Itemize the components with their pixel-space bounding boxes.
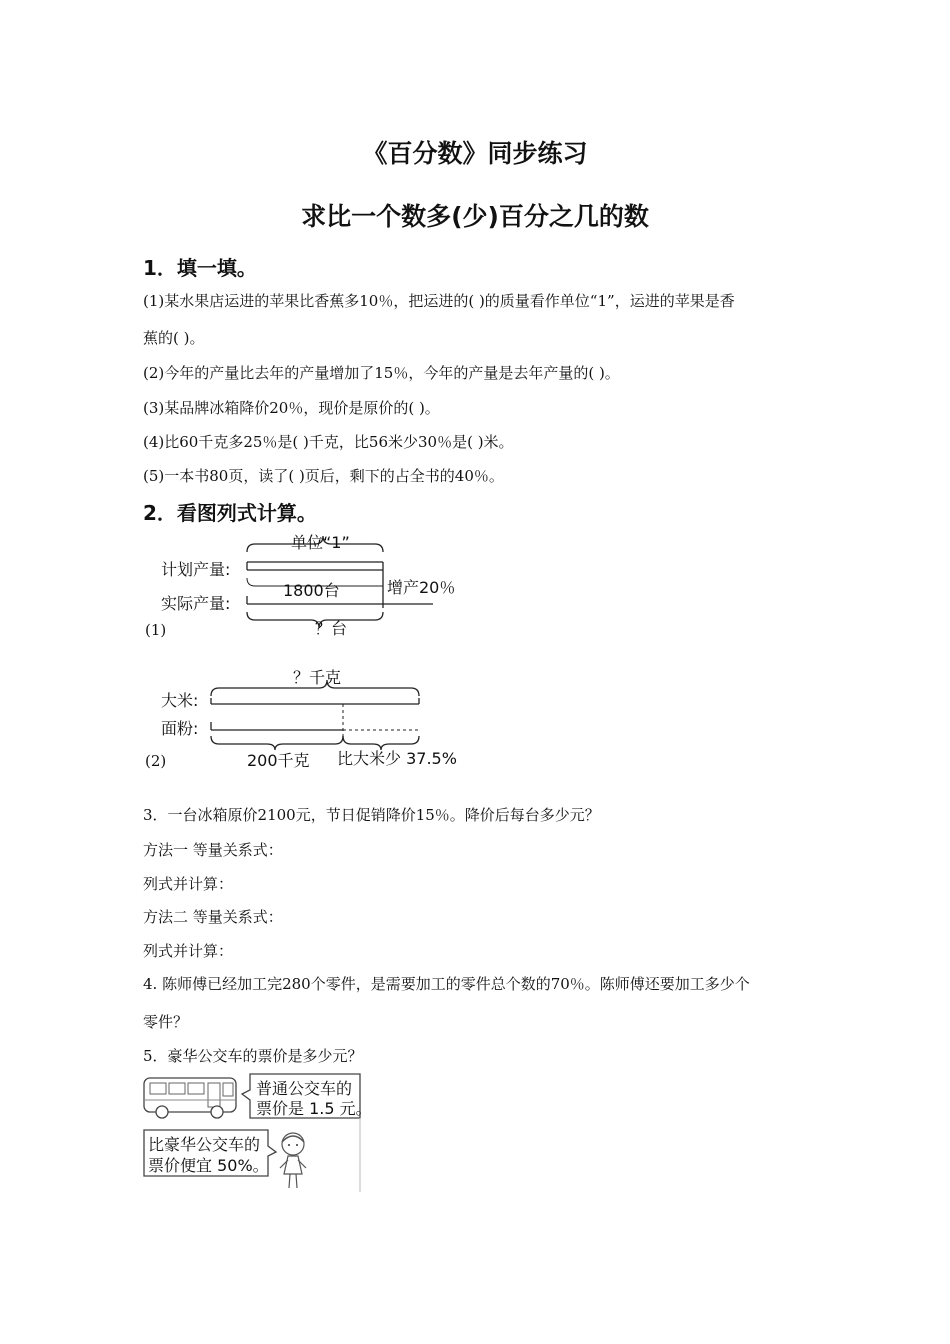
- q2-heading: 2．看图列式计算。: [143, 501, 317, 525]
- q1-item-1: (1)某水果店运进的苹果比香蕉多10％，把运进的( )的质量看作单位“1”，运进的苹果是香: [143, 292, 735, 310]
- q1-item-3: (3)某品牌冰箱降价20％，现价是原价的( )。: [143, 399, 440, 417]
- q1-item-5: (5)一本书80页，读了( )页后，剩下的占全书的40％。: [143, 467, 504, 485]
- bubble2-line1: 比豪华公交车的: [148, 1135, 261, 1154]
- q3-method2-calc: 列式并计算：: [143, 942, 234, 960]
- d1-mid-label: 1800台: [283, 581, 340, 600]
- q1-item-4: (4)比60千克多25％是( )千克，比56米少30％是( )米。: [143, 433, 514, 451]
- d1-bottom-label: ？台: [315, 619, 348, 638]
- q4-text-2: 零件？: [143, 1013, 189, 1031]
- bubble1-line1: 普通公交车的: [256, 1079, 353, 1098]
- d1-number: (1): [145, 621, 167, 639]
- bubble1-line2: 票价是 1.5 元。: [256, 1099, 372, 1118]
- d1-row1-label: 计划产量:: [161, 560, 231, 579]
- q4-text-1: 4. 陈师傅已经加工完280个零件，是需要加工的零件总个数的70％。陈师傅还要加工多少个: [143, 975, 750, 993]
- d1-row2-label: 实际产量:: [161, 594, 231, 613]
- d2-top-label: ？千克: [293, 668, 342, 687]
- d1-top-label: 单位“1”: [291, 533, 350, 552]
- d2-number: (2): [145, 752, 167, 770]
- d2-left-label: 200千克: [247, 751, 310, 770]
- d1-inc-label: 增产20％: [387, 578, 456, 597]
- d2-row1-label: 大米:: [161, 691, 199, 710]
- q1-heading: 1．填一填。: [143, 256, 257, 280]
- d2-right-label: 比大米少 37.5%: [337, 749, 457, 768]
- q1-item-2: (2)今年的产量比去年的产量增加了15％，今年的产量是去年产量的( )。: [143, 364, 620, 382]
- q1-item-1-cont: 蕉的( )。: [143, 329, 205, 347]
- q3-text: 3．一台冰箱原价2100元，节日促销降价15％。降价后每台多少元？: [143, 806, 600, 824]
- d2-row2-label: 面粉:: [161, 719, 199, 738]
- page-subtitle: 求比一个数多(少)百分之几的数: [301, 202, 649, 231]
- bus-icon: [144, 1078, 236, 1118]
- diagram-1: [143, 530, 483, 640]
- q3-method2-relation: 方法二 等量关系式：: [143, 908, 283, 926]
- q5-text: 5．豪华公交车的票价是多少元？: [143, 1047, 363, 1065]
- girl-icon: [280, 1133, 306, 1188]
- q3-method1-relation: 方法一 等量关系式：: [143, 841, 283, 859]
- q3-method1-calc: 列式并计算：: [143, 875, 234, 893]
- diagram-2: [143, 662, 483, 772]
- q5-illustration: [142, 1072, 372, 1194]
- bubble2-line2: 票价便宜 50%。: [148, 1156, 269, 1175]
- page-title: 《百分数》同步练习: [362, 139, 588, 168]
